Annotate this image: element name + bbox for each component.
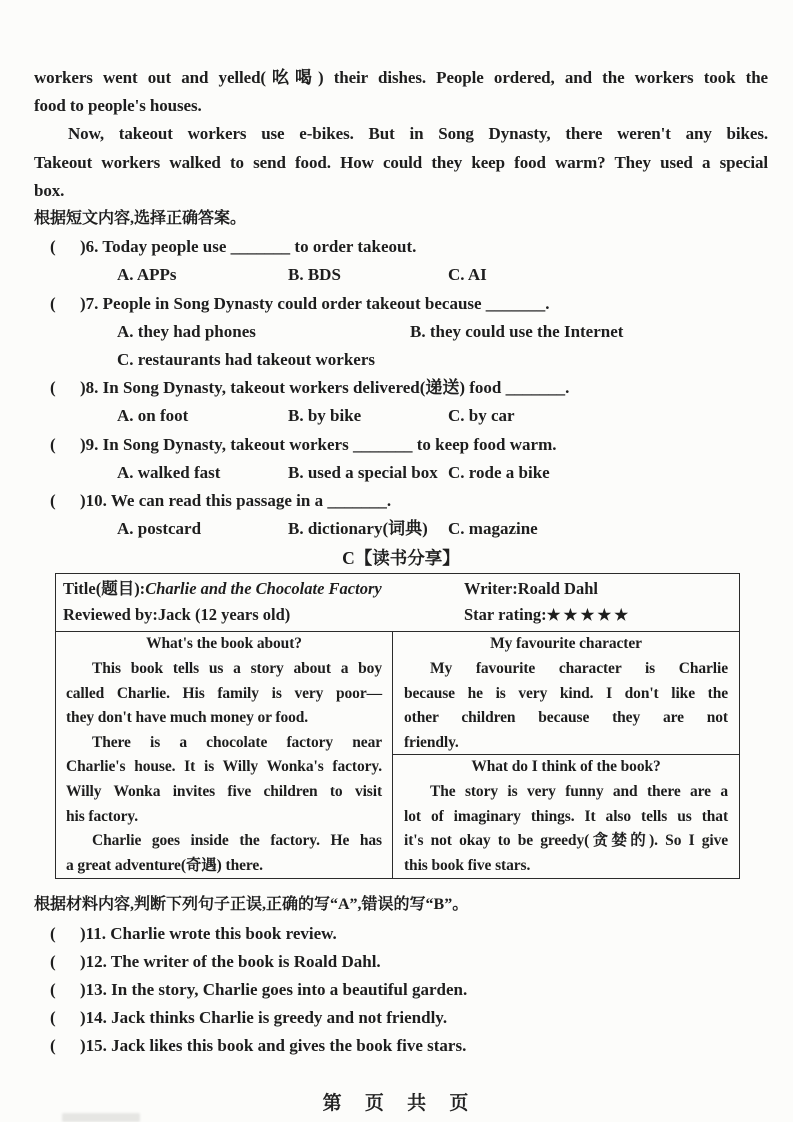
review-header-left: [56, 576, 464, 628]
question-row-12: [34, 948, 768, 976]
option-c: C. restaurants had takeout workers: [117, 350, 375, 370]
option-a: A. walked fast: [117, 462, 221, 482]
statement: )12. The writer of the book is Roald Dahl.: [80, 951, 381, 971]
book-title-line: [63, 576, 464, 602]
text-line: this book five stars.: [404, 856, 531, 874]
text-line: Charlie goes inside the factory. He has: [92, 832, 382, 850]
question-stem: )8. In Song Dynasty, takeout workers delivered(递送) food _______.: [80, 378, 570, 398]
option-c: C. rode a bike: [448, 462, 550, 482]
text-line: because he is very kind. I don't like the: [404, 684, 728, 702]
question-10-options: [34, 515, 768, 543]
text-line: his factory.: [66, 807, 138, 825]
reviewer-line: Reviewed by:Jack (12 years old): [63, 604, 291, 624]
answer-paren: (: [50, 434, 56, 454]
text-line: friendly.: [404, 733, 459, 751]
cell-heading: My favourite character: [490, 635, 642, 653]
question-row-11: [34, 920, 768, 948]
instruction-choice: 根据短文内容,选择正确答案。: [34, 210, 247, 228]
review-table-body: [56, 632, 739, 878]
page-footer: 第 页 共 页: [322, 1093, 471, 1114]
answer-paren: (: [50, 1008, 56, 1028]
statement: )14. Jack thinks Charlie is greedy and not friendly.: [80, 1008, 448, 1028]
question-row-13: [34, 976, 768, 1004]
text-line: they don't have much money or food.: [66, 709, 309, 727]
text-line: called Charlie. His family is very poor—: [66, 684, 382, 702]
question-7-options-row1: [34, 318, 768, 346]
answer-paren: (: [50, 378, 56, 398]
question-8-options: [34, 402, 768, 430]
question-row-10: [34, 487, 768, 515]
option-a: A. postcard: [117, 519, 202, 539]
question-stem: )9. In Song Dynasty, takeout workers _______ to keep food warm.: [80, 434, 557, 454]
text-line: My favourite character is Charlie: [430, 660, 728, 678]
option-b: B. they could use the Internet: [410, 321, 624, 341]
review-header-right: [464, 576, 739, 628]
text-line: other children because they are not: [404, 709, 728, 727]
reading-passage: [34, 64, 768, 205]
passage-line: workers went out and yelled(吆喝) their dishes. People ordered, and the workers took the: [34, 68, 768, 87]
option-c: C. magazine: [448, 519, 538, 539]
option-c: C. by car: [448, 406, 515, 426]
answer-paren: (: [50, 293, 56, 313]
cell-heading: What do I think of the book?: [471, 758, 661, 776]
question-row-15: [34, 1032, 768, 1060]
statement: )15. Jack likes this book and gives the book five stars.: [80, 1036, 467, 1056]
passage-line: food to people's houses.: [34, 96, 202, 116]
question-6-options: [34, 261, 768, 289]
exam-page: [34, 64, 768, 1061]
about-the-book-cell: [56, 632, 393, 878]
passage-line: Takeout workers walked to send food. How could they keep food warm? They used a special: [34, 152, 768, 172]
section-c-heading: C【读书分享】: [342, 548, 460, 569]
question-row-14: [34, 1004, 768, 1032]
opinion-cell: [393, 755, 739, 878]
option-b: B. BDS: [288, 265, 341, 285]
question-row-8: [34, 374, 768, 402]
option-a: A. APPs: [117, 265, 177, 285]
book-title: Charlie and the Chocolate Factory: [145, 579, 382, 599]
text-line: it's not okay to be greedy(贪婪的). So I give: [404, 832, 728, 850]
favourite-character-cell: [393, 632, 739, 755]
question-row-9: [34, 431, 768, 459]
book-review-table: [55, 573, 740, 879]
question-stem: )10. We can read this passage in a _______.: [80, 491, 392, 511]
question-stem: )7. People in Song Dynasty could order takeout because _______.: [80, 293, 550, 313]
cell-heading: What's the book about?: [146, 635, 302, 653]
statement: )13. In the story, Charlie goes into a beautiful garden.: [80, 980, 468, 1000]
star-rating-label: Star rating:: [464, 604, 547, 624]
answer-paren: (: [50, 491, 56, 511]
answer-paren: (: [50, 237, 56, 257]
question-7-options-row2: [34, 346, 768, 374]
review-table-right-column: [393, 632, 739, 878]
option-b: B. by bike: [288, 406, 362, 426]
passage-line: Now, takeout workers use e-bikes. But in Song Dynasty, there weren't any bikes.: [68, 124, 768, 144]
text-line: Charlie's house. It is Willy Wonka's factory.: [66, 758, 382, 776]
option-b: B. used a special box: [288, 462, 438, 482]
scan-artifact: [62, 1113, 140, 1122]
text-line: There is a chocolate factory near: [92, 733, 382, 751]
review-table-header: [56, 574, 739, 632]
text-line: lot of imaginary things. It also tells us that: [404, 807, 728, 825]
question-9-options: [34, 459, 768, 487]
text-line: Willy Wonka invites five children to visit: [66, 783, 382, 801]
answer-paren: (: [50, 923, 56, 943]
text-line: This book tells us a story about a boy: [92, 660, 382, 678]
answer-paren: (: [50, 1036, 56, 1056]
writer-line: Writer:Roald Dahl: [464, 579, 598, 599]
option-b: B. dictionary(词典): [288, 519, 428, 539]
answer-paren: (: [50, 951, 56, 971]
text-line: a great adventure(奇遇) there.: [66, 856, 263, 874]
text-line: The story is very funny and there are a: [430, 783, 728, 801]
option-c: C. AI: [448, 265, 487, 285]
option-a: A. on foot: [117, 406, 189, 426]
statement: )11. Charlie wrote this book review.: [80, 923, 337, 943]
question-row-7: [34, 290, 768, 318]
instruction-true-false: 根据材料内容,判断下列句子正误,正确的写“A”,错误的写“B”。: [34, 896, 469, 914]
question-stem: )6. Today people use _______ to order takeout.: [80, 237, 417, 257]
title-label: Title(题目):: [63, 579, 146, 599]
star-rating: ★★★★★: [546, 606, 632, 624]
passage-line: box.: [34, 180, 65, 200]
star-rating-line: [464, 602, 739, 629]
answer-paren: (: [50, 980, 56, 1000]
option-a: A. they had phones: [117, 321, 256, 341]
question-row-6: [34, 233, 768, 261]
